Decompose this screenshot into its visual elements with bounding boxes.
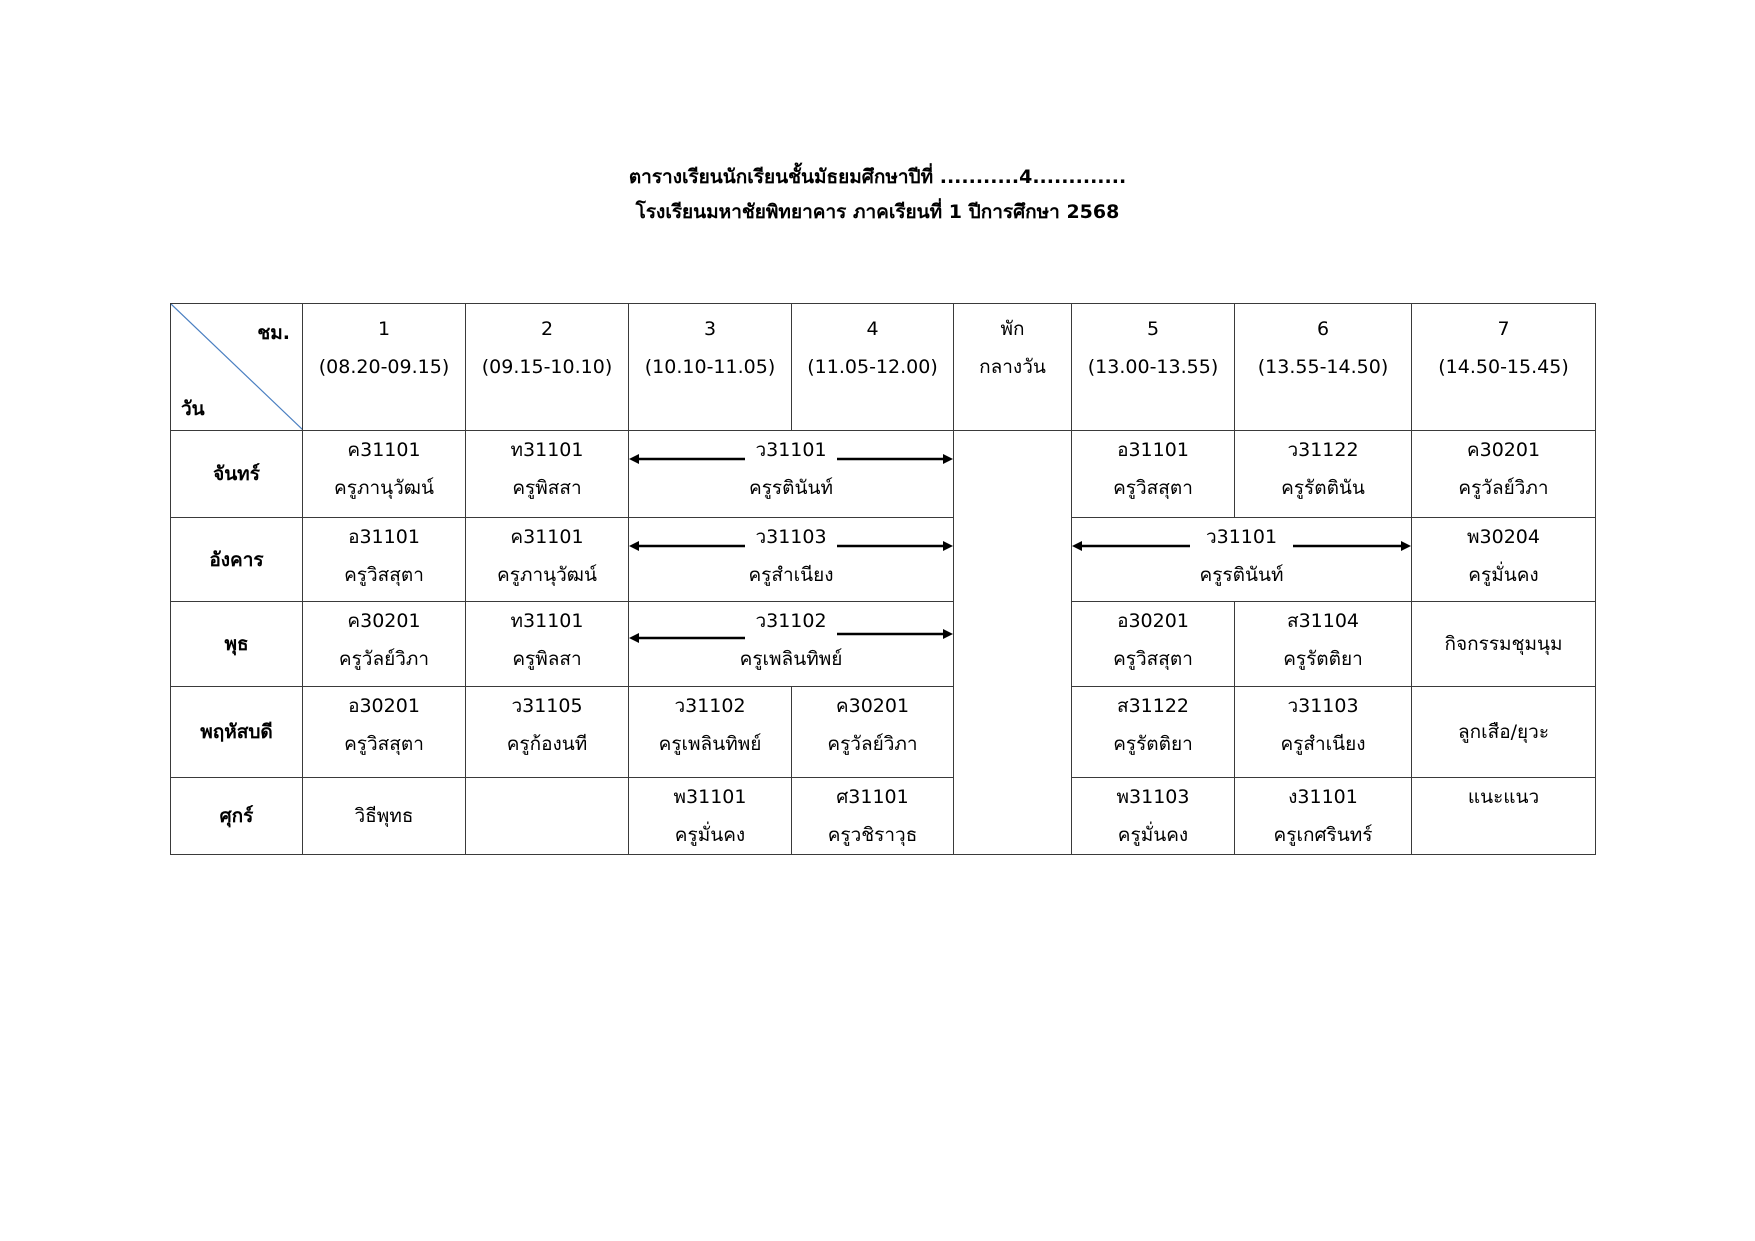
header-period-6: 6 (13.55-14.50) xyxy=(1235,304,1412,431)
header-period-2: 2 (09.15-10.10) xyxy=(466,304,629,431)
header-period-1: 1 (08.20-09.15) xyxy=(303,304,466,431)
header-period-3: 3 (10.10-11.05) xyxy=(629,304,792,431)
row-tuesday xyxy=(171,518,1596,602)
left-arrow-icon xyxy=(1072,540,1190,552)
timetable xyxy=(170,303,1596,855)
corner-day-label: วัน xyxy=(181,398,205,420)
school-subtitle: โรงเรียนมหาชัยพิทยาคาร ภาคเรียนที่ 1 ปีการศึกษา 2568 xyxy=(635,201,1120,223)
wed-p5: อ30201 ครูวิสสุตา xyxy=(1072,602,1235,687)
lunch-break-column xyxy=(954,431,1072,855)
mon-p5: อ31101 ครูวิสสุตา xyxy=(1072,431,1235,518)
thu-p2: ว31105 ครูก้องนที xyxy=(466,687,629,778)
tue-p1: อ31101 ครูวิสสุตา xyxy=(303,518,466,602)
wed-p3-4: ว31102 ครูเพลินทิพย์ xyxy=(629,602,954,687)
fri-p2 xyxy=(466,778,629,855)
thu-p6: ว31103 ครูสำเนียง xyxy=(1235,687,1412,778)
right-arrow-icon xyxy=(1293,540,1411,552)
corner-cell xyxy=(171,304,303,431)
tue-p5-6: ว31101 ครูรตินันท์ xyxy=(1072,518,1412,602)
header-period-4: 4 (11.05-12.00) xyxy=(792,304,954,431)
mon-p3-4: ว31101 ครูรตินันท์ xyxy=(629,431,954,518)
schedule-title: ตารางเรียนนักเรียนชั้นมัธยมศึกษาปีที่ ...........4............. xyxy=(628,166,1127,188)
fri-p5: พ31103 ครูมั่นคง xyxy=(1072,778,1235,855)
header-period-5: 5 (13.00-13.55) xyxy=(1072,304,1235,431)
row-thursday xyxy=(171,687,1596,778)
wed-p1: ค30201 ครูวัลย์วิภา xyxy=(303,602,466,687)
day-thursday: พฤหัสบดี xyxy=(171,687,303,778)
thu-p1: อ30201 ครูวิสสุตา xyxy=(303,687,466,778)
thu-p4: ค30201 ครูวัลย์วิภา xyxy=(792,687,954,778)
tue-p2: ค31101 ครูภานุวัฒน์ xyxy=(466,518,629,602)
day-tuesday: อังคาร xyxy=(171,518,303,602)
fri-p4: ศ31101 ครูวชิราวุธ xyxy=(792,778,954,855)
corner-period-label: ชม. xyxy=(257,322,290,344)
left-arrow-icon xyxy=(629,453,747,465)
tue-p7: พ30204 ครูมั่นคง xyxy=(1412,518,1596,602)
wed-p6: ส31104 ครูรัตติยา xyxy=(1235,602,1412,687)
right-arrow-icon xyxy=(835,453,953,465)
fri-p7: แนะแนว xyxy=(1412,778,1596,855)
fri-p3: พ31101 ครูมั่นคง xyxy=(629,778,792,855)
left-arrow-icon xyxy=(629,632,747,644)
wed-p2: ท31101 ครูพิลสา xyxy=(466,602,629,687)
fri-p6: ง31101 ครูเกศรินทร์ xyxy=(1235,778,1412,855)
header-lunch-break: พัก กลางวัน xyxy=(954,304,1072,431)
row-wednesday xyxy=(171,602,1596,687)
day-friday: ศุกร์ xyxy=(171,778,303,855)
header-row xyxy=(171,304,1596,431)
thu-p5: ส31122 ครูรัตติยา xyxy=(1072,687,1235,778)
mon-p7: ค30201 ครูวัลย์วิภา xyxy=(1412,431,1596,518)
right-arrow-icon xyxy=(835,628,953,640)
mon-p6: ว31122 ครูรัตตินัน xyxy=(1235,431,1412,518)
thu-p7: ลูกเสือ/ยุวะ xyxy=(1412,687,1596,778)
right-arrow-icon xyxy=(835,540,953,552)
mon-p2: ท31101 ครูพิสสา xyxy=(466,431,629,518)
fri-p1: วิธีพุทธ xyxy=(303,778,466,855)
thu-p3: ว31102 ครูเพลินทิพย์ xyxy=(629,687,792,778)
row-friday xyxy=(171,778,1596,855)
header-period-7: 7 (14.50-15.45) xyxy=(1412,304,1596,431)
day-monday: จันทร์ xyxy=(171,431,303,518)
row-monday xyxy=(171,431,1596,518)
wed-p7: กิจกรรมชุมนุม xyxy=(1412,602,1596,687)
tue-p3-4: ว31103 ครูสำเนียง xyxy=(629,518,954,602)
day-wednesday: พุธ xyxy=(171,602,303,687)
mon-p1: ค31101 ครูภานุวัฒน์ xyxy=(303,431,466,518)
left-arrow-icon xyxy=(629,540,747,552)
